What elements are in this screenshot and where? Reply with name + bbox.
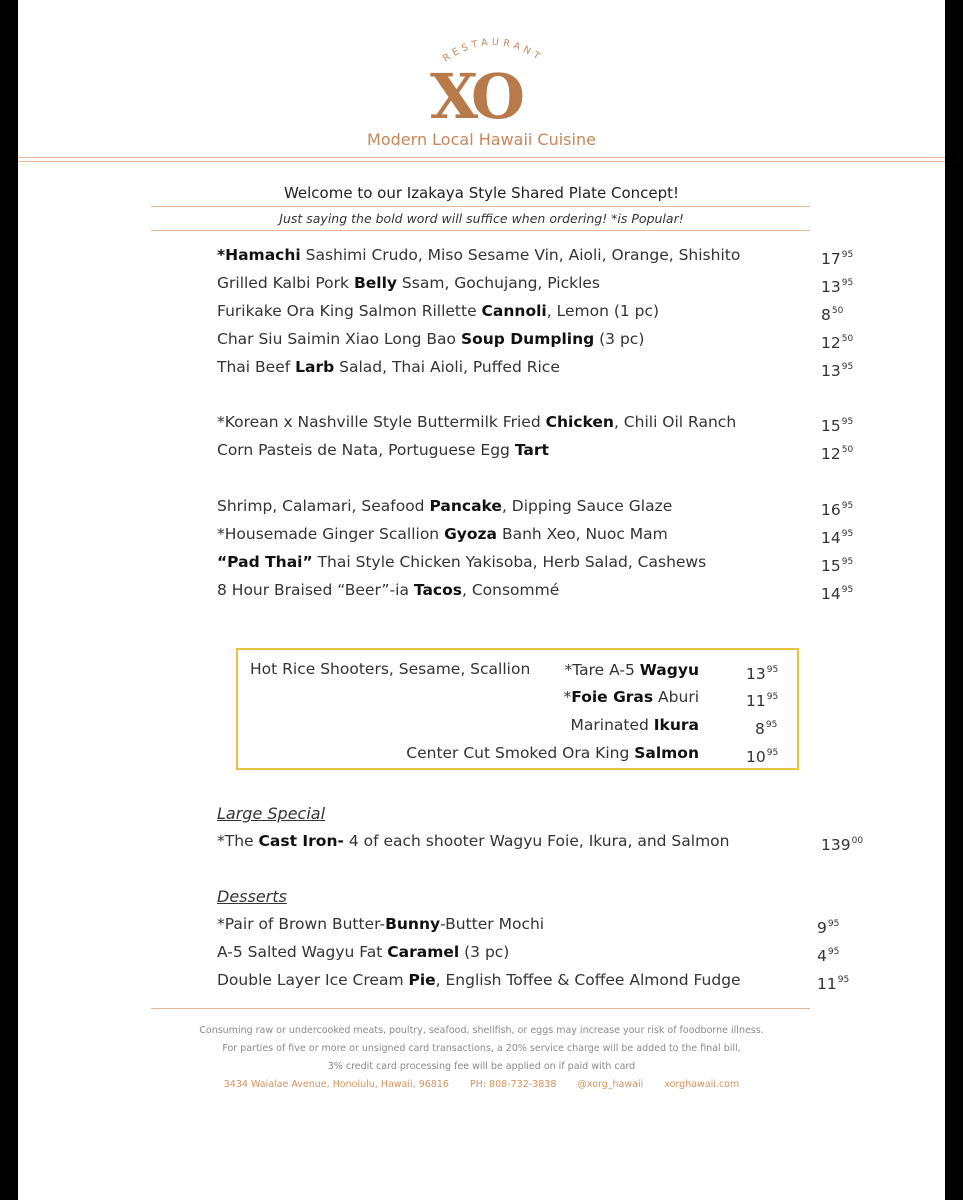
intro-divider-bottom [151,230,810,231]
price-dollars: 13 [821,362,841,380]
dish-description: A-5 Salted Wagyu Fat [217,943,388,961]
menu-item [217,496,672,516]
price-cents: 95 [841,557,854,567]
dish-description: *The [217,832,259,850]
price-cents: 95 [837,975,850,985]
disclaimer-line-3: 3% credit card processing fee will be applied on if paid with card [327,1061,636,1072]
price-dollars: 17 [821,250,841,268]
price-cents: 95 [841,501,854,511]
menu-item-price [821,357,853,381]
dish-description: Shrimp, Calamari, Seafood [217,497,430,515]
price-cents: 95 [841,362,854,372]
dish-keyword: Ikura [653,716,699,734]
dish-description: *Housemade Ginger Scallion [217,525,445,543]
tagline: Modern Local Hawaii Cuisine [367,130,596,149]
dish-description: Double Layer Ice Cream [217,971,409,989]
price-dollars: 11 [817,975,837,993]
price-dollars: 14 [821,529,841,547]
dish-keyword: Wagyu [639,661,699,679]
dish-keyword: Bunny [385,915,441,933]
dish-description: Thai Beef [217,358,296,376]
dish-keyword-marker: * [217,246,226,264]
dish-keyword: Gyoza [444,525,498,543]
dish-description: Furikake Ora King Salmon Rillette [217,302,482,320]
menu-item-price [821,496,853,520]
menu-item-price [821,301,843,325]
dish-description: Salad, Thai Aioli, Puffed Rice [334,358,560,376]
price-cents: 50 [841,445,854,455]
dish-description: (3 pc) [594,330,645,348]
dish-description: 8 Hour Braised “Beer”-ia [217,581,414,599]
dish-keyword: Larb [295,358,335,376]
dish-description: *Tare A-5 [564,661,640,679]
price-dollars: 11 [746,692,766,710]
dish-description: * [563,688,572,706]
menu-item [217,440,549,460]
menu-item-price [821,245,853,269]
menu-item-price [821,580,853,604]
contact-line [18,1079,945,1090]
menu-item-price [821,524,853,548]
menu-item [217,970,741,990]
menu-item-price [817,914,839,938]
dish-description: , English Toffee & Coffee Almond Fudge [435,971,741,989]
dish-keyword: Foie Gras [571,688,654,706]
dish-keyword: Soup Dumpling [460,330,595,348]
menu-item [217,524,668,544]
dish-keyword: Salmon [634,744,699,762]
dish-description: *Pair of Brown Butter- [217,915,386,933]
price-dollars: 14 [821,585,841,603]
dish-description: Ssam, Gochujang, Pickles [397,274,601,292]
logo-xo: XO [430,60,520,133]
price-cents: 50 [841,334,854,344]
disclaimer-line-2: For parties of five or more or unsigned card transactions, a 20% service charge will be added to the final bill, [222,1043,741,1054]
price-dollars: 12 [821,334,841,352]
price-cents: 95 [827,919,840,929]
dish-description: Marinated [570,716,654,734]
dish-keyword: Tart [514,441,549,459]
price-cents: 50 [831,306,844,316]
menu-item [217,914,544,934]
phone[interactable]: PH: 808-732-3838 [469,1079,557,1090]
menu-item [217,329,644,349]
price-dollars: 13 [821,278,841,296]
dish-description: 4 of each shooter Wagyu Foie, Ikura, and Salmon [343,832,730,850]
menu-item [217,357,560,377]
price-cents: 95 [766,665,779,675]
desserts-title: Desserts [217,887,287,906]
menu-item-price [821,440,853,464]
price-dollars: 10 [746,748,766,766]
dish-description: , Dipping Sauce Glaze [501,497,673,515]
price-dollars: 8 [755,720,765,738]
dish-description: , Chili Oil Ranch [613,413,737,431]
price-dollars: 9 [817,919,827,937]
rice-shooters-box [236,648,799,770]
dish-description: (3 pc) [459,943,510,961]
price-dollars: 13 [746,665,766,683]
price-cents: 95 [841,250,854,260]
price-cents: 95 [827,947,840,957]
dish-description: -Butter Mochi [440,915,545,933]
menu-item [217,412,736,432]
footer-divider [151,1008,810,1009]
shooter-item [571,715,699,735]
dish-description: *Korean x Nashville Style Buttermilk Fried [217,413,546,431]
dish-description: , Lemon (1 pc) [546,302,660,320]
shooter-price [746,743,778,767]
price-dollars: 16 [821,501,841,519]
menu-item [217,580,559,600]
svg-text:RESTAURANT: RESTAURANT [441,36,545,65]
address: 3434 Waialae Avenue, Honolulu, Hawaii, 96816 [223,1079,449,1090]
menu-item-price [821,273,853,297]
dish-keyword: Cannoli [481,302,547,320]
dish-description: Center Cut Smoked Ora King [406,744,635,762]
dish-description: Char Siu Saimin Xiao Long Bao [217,330,461,348]
menu-item-price [821,552,853,576]
menu-item [217,245,740,265]
header-divider-top [18,157,945,158]
menu-item [217,552,706,572]
dish-keyword: Belly [353,274,397,292]
menu-item-price [817,942,839,966]
menu-item [217,831,729,851]
price-cents: 95 [841,529,854,539]
header-divider-bottom [18,161,945,162]
price-dollars: 12 [821,445,841,463]
dish-description: Corn Pasteis de Nata, Portuguese Egg [217,441,515,459]
price-cents: 95 [765,720,778,730]
dish-description: Grilled Kalbi Pork [217,274,354,292]
shooter-item [563,687,699,707]
website-link[interactable]: xorghawaii.com [664,1079,740,1090]
price-cents: 95 [766,748,779,758]
intro-divider-top [151,206,810,207]
dish-description: Sashimi Crudo, Miso Sesame Vin, Aioli, Orange, Shishito [300,246,741,264]
shooter-price [746,687,778,711]
price-cents: 95 [841,417,854,427]
menu-item-price [817,970,849,994]
dish-keyword: “Pad Thai” [217,553,313,571]
menu-item-price [821,329,853,353]
price-cents: 95 [841,585,854,595]
price-dollars: 4 [817,947,827,965]
dish-keyword: Caramel [387,943,460,961]
dish-keyword: Pie [408,971,436,989]
menu-page [18,0,945,1200]
large-special-title: Large Special [217,804,326,823]
menu-item [217,942,509,962]
dish-keyword: Chicken [545,413,614,431]
welcome-heading: Welcome to our Izakaya Style Shared Plate Concept! [283,184,680,202]
dish-description: , Consommé [462,581,560,599]
dish-description: Banh Xeo, Nuoc Mam [497,525,668,543]
dish-description: Aburi [653,688,699,706]
price-dollars: 8 [821,306,831,324]
dish-keyword: Cast Iron- [258,832,344,850]
price-cents: 00 [851,836,864,846]
dish-keyword: Pancake [429,497,502,515]
shooter-price [755,715,777,739]
menu-item [217,301,659,321]
disclaimer-line-1: Consuming raw or undercooked meats, poultry, seafood, shellfish, or eggs may increase your risk of foodborne illness. [199,1025,764,1036]
dish-keyword: Tacos [413,581,462,599]
dish-description: Thai Style Chicken Yakisoba, Herb Salad, Cashews [312,553,707,571]
menu-item [217,273,600,293]
price-dollars: 139 [821,836,851,854]
dish-keyword: Hamachi [225,246,301,264]
price-cents: 95 [841,278,854,288]
price-dollars: 15 [821,557,841,575]
shooter-price [746,660,778,684]
shooter-item [406,743,699,763]
ordering-note: Just saying the bold word will suffice when ordering! *is Popular! [279,211,684,226]
menu-item-price [821,412,853,436]
instagram-handle[interactable]: @xorg_hawaii [577,1079,644,1090]
price-cents: 95 [766,692,779,702]
menu-item-price [821,831,863,855]
price-dollars: 15 [821,417,841,435]
shooters-title: Hot Rice Shooters, Sesame, Scallion [250,660,531,678]
shooter-item [564,660,699,680]
